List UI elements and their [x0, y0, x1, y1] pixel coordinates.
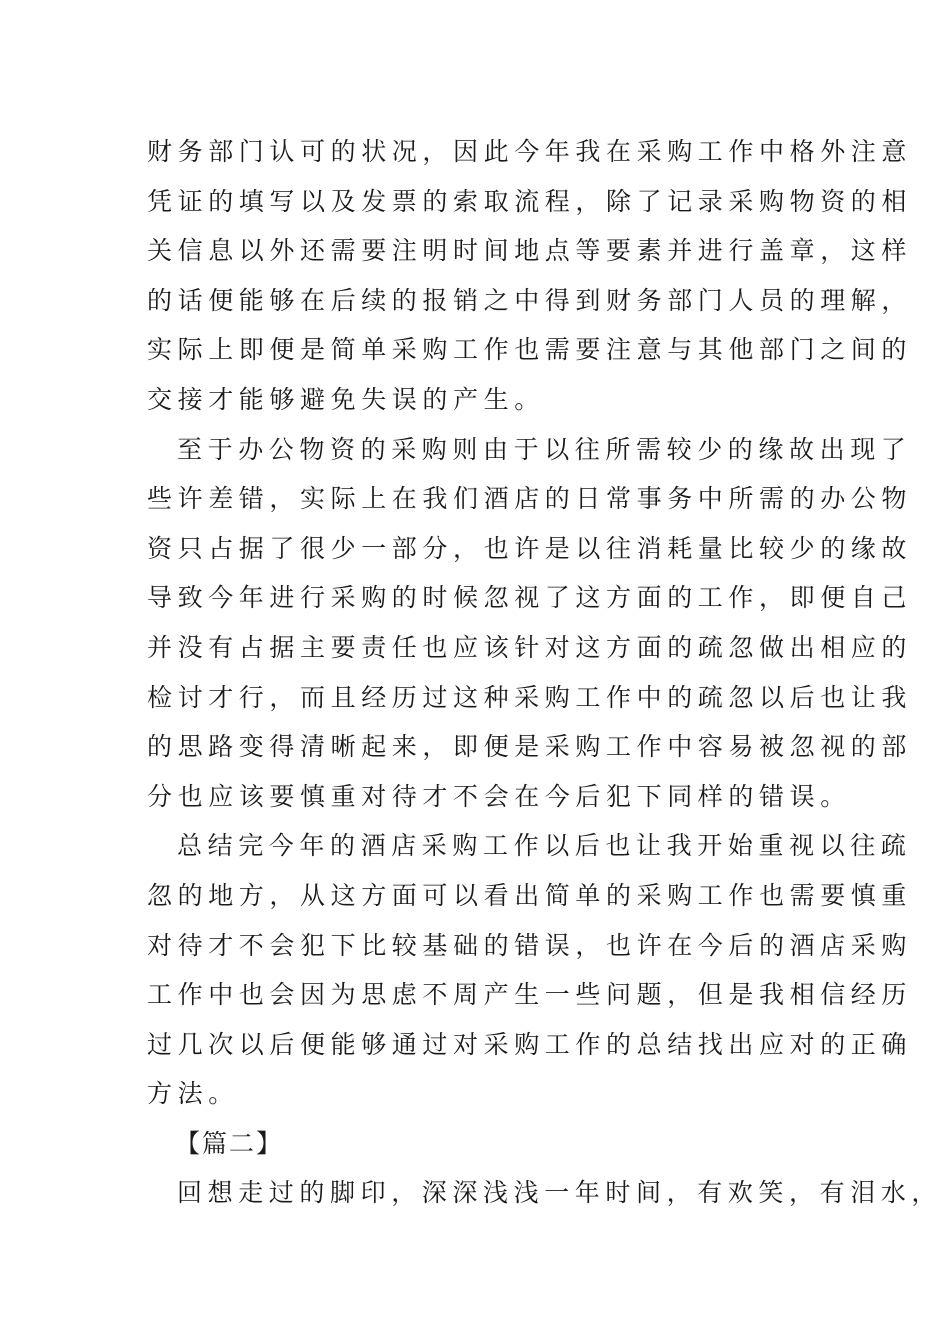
paragraph-line: 分也应该要慎重对待才不会在今后犯下同样的错误。: [147, 781, 851, 811]
section-heading: 【篇二】: [175, 1128, 284, 1158]
paragraph-line: 导致今年进行采购的时候忽视了这方面的工作，即便自己: [147, 583, 913, 613]
paragraph-line: 对待才不会犯下比较基础的错误，也许在今后的酒店采购: [147, 930, 913, 960]
paragraph-line: 忽的地方，从这方面可以看出简单的采购工作也需要慎重: [147, 880, 913, 910]
paragraph-line: 的思路变得清晰起来，即便是采购工作中容易被忽视的部: [147, 732, 913, 762]
paragraph-line: 资只占据了很少一部分，也许是以往消耗量比较少的缘故: [147, 533, 913, 563]
paragraph-line: 并没有占据主要责任也应该针对这方面的疏忽做出相应的: [147, 632, 913, 662]
paragraph-line: 方法。: [147, 1079, 239, 1109]
paragraph-line: 交接才能够避免失误的产生。: [147, 384, 545, 414]
paragraph-line: 过几次以后便能够通过对采购工作的总结找出应对的正确: [147, 1029, 913, 1059]
paragraph-line: 财务部门认可的状况，因此今年我在采购工作中格外注意: [147, 137, 913, 166]
paragraph-line: 实际上即便是简单采购工作也需要注意与其他部门之间的: [147, 335, 913, 365]
document-body: [147, 127, 943, 1218]
paragraph-line: 些许差错，实际上在我们酒店的日常事务中所需的办公物: [147, 484, 913, 514]
paragraph-line: 检讨才行，而且经历过这种采购工作中的疏忽以后也让我: [147, 682, 913, 712]
paragraph-first-line: 至于办公物资的采购则由于以往所需较少的缘故出现了: [177, 434, 912, 464]
paragraph-line: 工作中也会因为思虑不周产生一些问题，但是我相信经历: [147, 980, 913, 1010]
paragraph-first-line: 总结完今年的酒店采购工作以后也让我开始重视以往疏: [177, 831, 912, 861]
paragraph-line: 凭证的填写以及发票的索取流程，除了记录采购物资的相: [147, 186, 913, 216]
paragraph-line: 关信息以外还需要注明时间地点等要素并进行盖章，这样: [147, 236, 913, 266]
paragraph-line: 的话便能够在后续的报销之中得到财务部门人员的理解，: [147, 285, 913, 315]
paragraph-first-line: 回想走过的脚印，深深浅浅一年时间，有欢笑，有泪水，: [177, 1178, 943, 1208]
